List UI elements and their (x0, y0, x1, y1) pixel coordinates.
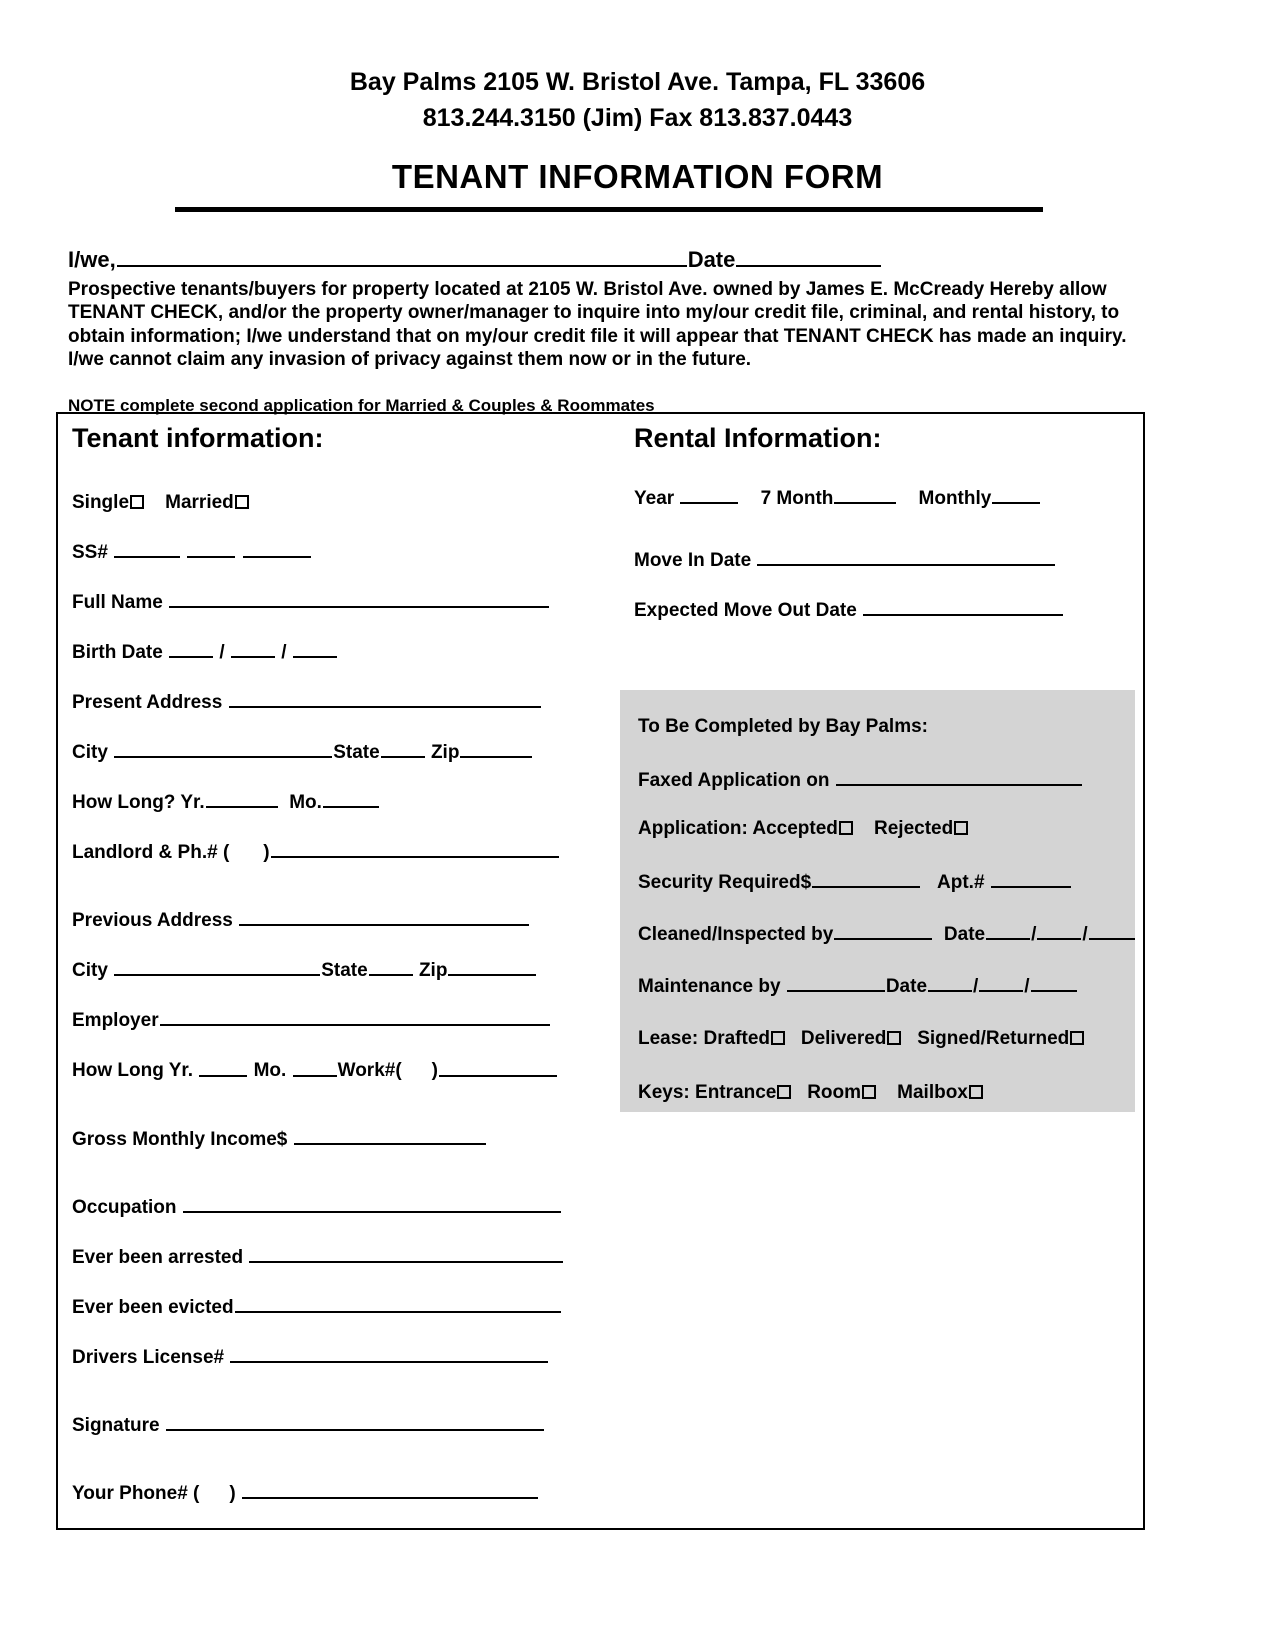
signature-label: Signature (72, 1414, 160, 1436)
monthly-blank[interactable] (992, 484, 1040, 504)
evicted-row (72, 1293, 632, 1319)
previous-address-blank[interactable] (239, 906, 529, 926)
occupation-row (72, 1193, 632, 1219)
security-apt-row (638, 868, 1138, 894)
faxed-application-row (638, 766, 1138, 792)
maintenance-date-day-blank[interactable] (979, 972, 1023, 992)
keys-room-label: Room (807, 1082, 862, 1104)
security-required-blank[interactable] (812, 868, 920, 888)
keys-mailbox-label: Mailbox (897, 1082, 968, 1104)
cleaned-inspected-row: Cleaned/Inspected by Date / / (638, 920, 1138, 946)
document-header (0, 64, 1275, 136)
maintenance-date-label: Date (885, 976, 928, 998)
ss-part1-blank[interactable] (114, 538, 180, 558)
arrested-blank[interactable] (249, 1243, 563, 1263)
birth-date-label: Birth Date (72, 642, 163, 664)
seven-month-blank[interactable] (834, 484, 896, 504)
occupation-label: Occupation (72, 1196, 177, 1218)
keys-mailbox-checkbox[interactable] (969, 1085, 983, 1099)
move-out-blank[interactable] (863, 596, 1063, 616)
year-blank[interactable] (680, 484, 738, 504)
cleaned-inspected-label: Cleaned/Inspected by (638, 924, 834, 946)
ss-part2-blank[interactable] (187, 538, 235, 558)
signature-blank[interactable] (166, 1411, 544, 1431)
tenant-section-title: Tenant information: (72, 423, 324, 453)
rental-information-column (634, 420, 1144, 646)
keys-entrance-label: Keys: Entrance (638, 1082, 777, 1104)
previous-state-blank[interactable] (369, 956, 413, 976)
ss-label: SS# (72, 542, 108, 564)
iwe-name-blank[interactable] (117, 244, 687, 267)
birth-day-blank[interactable] (231, 638, 275, 658)
property-address-line: Bay Palms 2105 W. Bristol Ave. Tampa, FL 33606 (349, 68, 926, 96)
work-months-label: Mo. (253, 1060, 287, 1082)
cleaned-inspected-blank[interactable] (834, 920, 932, 940)
work-number-blank[interactable] (439, 1056, 557, 1076)
consent-paragraph: Prospective tenants/buyers for property located at 2105 W. Bristol Ave. owned by James E. McCready Hereby allow TENANT CHECK, and/or the property owner/manager to inquire into my/our credit file, criminal, and rental history, to obtain information; I/we understand that on my/our credit file it will appear that TENANT CHECK has made an inquiry. I/we cannot claim any invasion of privacy against them now or in the future. (68, 278, 1127, 371)
present-city-blank[interactable] (114, 738, 332, 758)
property-phone-line: 813.244.3150 (Jim) Fax 813.837.0443 (422, 104, 853, 132)
maintenance-row: Maintenance by Date / / (638, 972, 1138, 998)
occupation-blank[interactable] (183, 1193, 561, 1213)
employer-row (72, 1006, 632, 1032)
evicted-blank[interactable] (235, 1293, 561, 1313)
bay-palms-panel-content (638, 716, 1138, 1104)
monthly-label: Monthly (918, 488, 992, 510)
lease-drafted-label: Lease: Drafted (638, 1028, 770, 1050)
previous-city-label: City (72, 960, 108, 982)
note-line: NOTE complete second application for Married & Couples & Roommates (68, 396, 655, 415)
rental-section-title: Rental Information: (634, 423, 882, 453)
previous-address-row (72, 906, 632, 932)
page-title: TENANT INFORMATION FORM (391, 158, 884, 195)
present-how-long-row (72, 788, 632, 814)
signature-row (72, 1411, 632, 1437)
birth-date-row: Birth Date / / (72, 638, 632, 664)
drivers-license-row (72, 1343, 632, 1369)
birth-month-blank[interactable] (169, 638, 213, 658)
landlord-phone-blank[interactable] (271, 838, 559, 858)
work-months-blank[interactable] (293, 1056, 337, 1076)
move-out-date-row (634, 596, 1144, 622)
cleaned-date-day-blank[interactable] (1037, 920, 1081, 940)
move-in-label: Move In Date (634, 550, 752, 572)
work-years-blank[interactable] (199, 1056, 247, 1076)
apt-number-label: Apt.# (937, 872, 985, 894)
keys-room-checkbox[interactable] (862, 1085, 876, 1099)
iwe-label: I/we, (68, 246, 116, 272)
title-underline-rule (175, 207, 1043, 212)
previous-zip-blank[interactable] (448, 956, 536, 976)
lease-delivered-checkbox[interactable] (887, 1031, 901, 1045)
single-label: Single (72, 492, 130, 513)
tenant-phone-label: Your Phone# ( (72, 1482, 200, 1504)
evicted-label: Ever been evicted (72, 1296, 234, 1318)
tenant-phone-paren-close: ) (229, 1482, 236, 1504)
previous-city-state-zip-row (72, 956, 632, 982)
lease-drafted-checkbox[interactable] (771, 1031, 785, 1045)
how-long-months-blank[interactable] (323, 788, 379, 808)
previous-address-label: Previous Address (72, 910, 233, 932)
tenant-phone-blank[interactable] (242, 1479, 538, 1499)
employment-length-row (72, 1056, 632, 1082)
arrested-row (72, 1243, 632, 1269)
how-long-months-label: Mo. (289, 792, 322, 814)
arrested-label: Ever been arrested (72, 1246, 244, 1268)
full-name-blank[interactable] (169, 588, 549, 608)
full-name-row (72, 588, 632, 614)
cleaned-date-label: Date (943, 924, 986, 946)
faxed-application-blank[interactable] (836, 766, 1082, 786)
ss-part3-blank[interactable] (243, 538, 311, 558)
lease-signed-label: Signed/Returned (917, 1028, 1070, 1050)
keys-entrance-checkbox[interactable] (777, 1085, 791, 1099)
landlord-paren-close: ) (263, 842, 270, 864)
iwe-signature-row (68, 244, 1148, 275)
present-address-row (72, 688, 632, 714)
rental-term-row (634, 484, 1144, 510)
accepted-checkbox[interactable] (839, 821, 853, 835)
drivers-license-label: Drivers License# (72, 1346, 225, 1368)
application-rejected-label: Rejected (874, 818, 954, 840)
employer-blank[interactable] (160, 1006, 550, 1026)
work-number-label: Work#( (337, 1060, 402, 1082)
previous-city-blank[interactable] (114, 956, 320, 976)
ss-number-row (72, 538, 632, 564)
present-city-state-zip-row (72, 738, 632, 764)
date-label: Date (687, 246, 736, 272)
maintenance-date-month-blank[interactable] (928, 972, 972, 992)
birth-year-blank[interactable] (293, 638, 337, 658)
gross-income-row (72, 1125, 632, 1151)
drivers-license-blank[interactable] (230, 1343, 548, 1363)
application-accepted-label: Application: Accepted (638, 818, 838, 840)
date-blank[interactable] (736, 244, 881, 267)
gross-income-label: Gross Monthly Income$ (72, 1128, 288, 1150)
move-out-label: Expected Move Out Date (634, 600, 857, 622)
tenant-phone-row (72, 1479, 632, 1505)
work-number-paren-close: ) (431, 1060, 438, 1082)
form-body (56, 412, 1145, 1530)
work-how-long-label: How Long Yr. (72, 1060, 194, 1082)
present-state-label: State (333, 742, 380, 764)
single-checkbox[interactable] (130, 495, 144, 509)
previous-state-label: State (321, 960, 368, 982)
present-state-blank[interactable] (381, 738, 425, 758)
present-address-label: Present Address (72, 692, 223, 714)
rejected-checkbox[interactable] (954, 821, 968, 835)
lease-status-row (638, 1028, 1138, 1050)
faxed-application-label: Faxed Application on (638, 770, 830, 792)
marital-status-row (72, 492, 632, 514)
how-long-label: How Long? Yr. (72, 792, 205, 814)
married-label: Married (165, 492, 234, 513)
security-required-label: Security Required$ (638, 872, 812, 894)
lease-signed-checkbox[interactable] (1070, 1031, 1084, 1045)
landlord-label: Landlord & Ph.# ( (72, 842, 230, 864)
married-checkbox[interactable] (235, 495, 249, 509)
gross-income-blank[interactable] (294, 1125, 486, 1145)
maintenance-blank[interactable] (787, 972, 885, 992)
present-address-blank[interactable] (229, 688, 541, 708)
maintenance-label: Maintenance by (638, 976, 781, 998)
full-name-label: Full Name (72, 592, 163, 614)
seven-month-label: 7 Month (760, 488, 834, 510)
application-status-row (638, 818, 1138, 840)
move-in-date-row (634, 546, 1144, 572)
apt-number-blank[interactable] (991, 868, 1071, 888)
present-zip-label: Zip (430, 742, 460, 764)
intro-block (68, 244, 1148, 372)
maintenance-date-year-blank[interactable] (1031, 972, 1077, 992)
lease-delivered-label: Delivered (800, 1028, 887, 1050)
tenant-information-column (72, 420, 632, 1529)
bay-palms-panel-title: To Be Completed by Bay Palms: (638, 716, 928, 737)
cleaned-date-year-blank[interactable] (1089, 920, 1135, 940)
keys-row (638, 1082, 1138, 1104)
landlord-phone-row (72, 838, 632, 864)
move-in-blank[interactable] (757, 546, 1055, 566)
previous-zip-label: Zip (418, 960, 448, 982)
employer-label: Employer (72, 1010, 159, 1032)
present-city-label: City (72, 742, 108, 764)
bay-palms-office-panel (620, 690, 1135, 1112)
how-long-years-blank[interactable] (206, 788, 278, 808)
year-label: Year (634, 488, 675, 510)
cleaned-date-month-blank[interactable] (986, 920, 1030, 940)
present-zip-blank[interactable] (460, 738, 532, 758)
